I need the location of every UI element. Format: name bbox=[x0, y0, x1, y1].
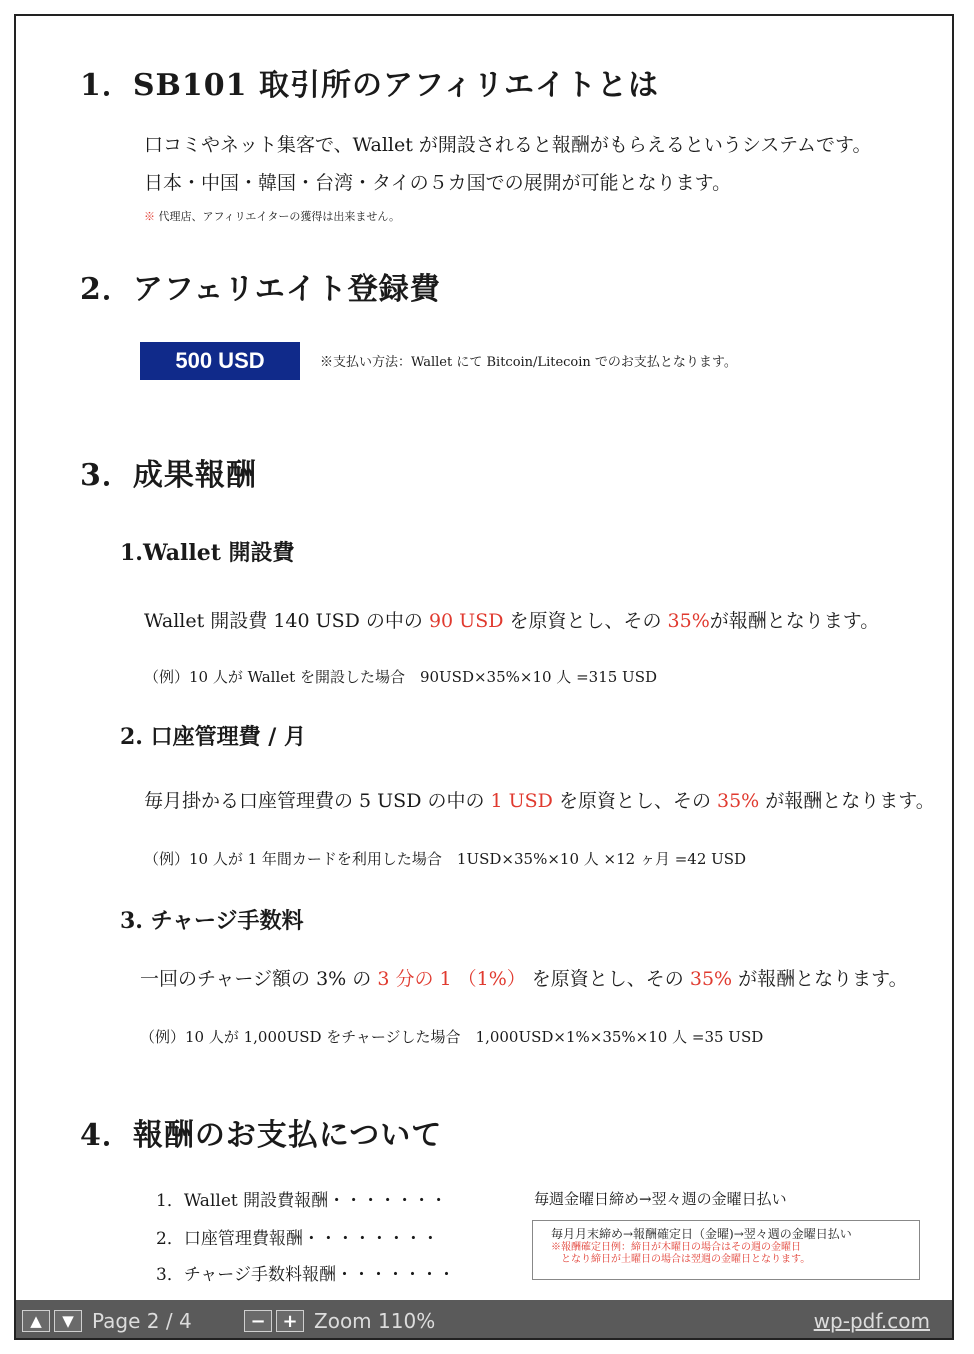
sub-3-description bbox=[140, 964, 908, 991]
text: 毎月掛かる口座管理費の 5 USD の中の bbox=[144, 790, 491, 812]
text: を原資とし、その bbox=[552, 790, 717, 812]
section-1-title: 1．SB101 取引所のアフィリエイトとは bbox=[80, 68, 659, 103]
highlight: 3 分の 1 （1%） bbox=[377, 968, 526, 990]
site-link[interactable]: wp-pdf.com bbox=[813, 1309, 930, 1333]
section-1-line-2: 日本・中国・韓国・台湾・タイの５カ国での展開が可能となります。 bbox=[144, 172, 732, 194]
section-1-note bbox=[144, 208, 400, 224]
zoom-in-button[interactable] bbox=[276, 1310, 304, 1332]
document-page bbox=[14, 14, 954, 1340]
highlight: 1 USD bbox=[490, 790, 553, 812]
section-1-line-1: 口コミやネット集客で、Wallet が開設されると報酬がもらえるというシステムです。 bbox=[144, 134, 872, 156]
note-text: 代理店、アフィリエイターの獲得は出来ません。 bbox=[155, 210, 401, 223]
plus-icon: + bbox=[282, 1310, 298, 1332]
sub-2-description bbox=[144, 786, 935, 813]
payment-item-3: 3．チャージ手数料報酬・・・・・・・ bbox=[156, 1265, 455, 1285]
highlight: 35% bbox=[689, 968, 733, 990]
zoom-indicator: Zoom 110% bbox=[314, 1309, 436, 1333]
price-badge: 500 USD bbox=[140, 342, 300, 380]
arrow-up-icon: ▲ bbox=[30, 1312, 42, 1330]
sub-1-description bbox=[144, 606, 879, 633]
section-3-title: 3．成果報酬 bbox=[80, 458, 257, 493]
sub-1-example: （例）10 人が Wallet を開設した場合 90USD×35%×10 人 =315 USD bbox=[144, 668, 657, 686]
sub-3-example: （例）10 人が 1,000USD をチャージした場合 1,000USD×1%×35%×10 人 =35 USD bbox=[140, 1028, 764, 1046]
previous-page-button[interactable] bbox=[22, 1310, 50, 1332]
text: を原資とし、その bbox=[525, 968, 690, 990]
payment-item-1: 1．Wallet 開設費報酬・・・・・・・ bbox=[156, 1191, 448, 1211]
note-mark: ※ bbox=[144, 210, 155, 223]
sub-2-example: （例）10 人が 1 年間カードを利用した場合 1USD×35%×10 人 ×12 ヶ月 =42 USD bbox=[144, 850, 747, 868]
weekly-payment-schedule: 毎週金曜日締め→翌々週の金曜日払い bbox=[534, 1190, 787, 1208]
text: 一回のチャージ額の 3% の bbox=[140, 968, 378, 990]
section-2-title: 2．アフェリエイト登録費 bbox=[80, 272, 441, 307]
arrow-down-icon: ▼ bbox=[62, 1312, 74, 1330]
payment-item-2: 2．口座管理費報酬・・・・・・・・ bbox=[156, 1229, 439, 1249]
pdf-viewer-toolbar bbox=[16, 1300, 952, 1340]
text: Wallet 開設費 140 USD の中の bbox=[144, 610, 429, 632]
highlight: 35% bbox=[717, 790, 760, 812]
monthly-payment-schedule: 毎月月末締め→報酬確定日（金曜)→翌々週の金曜日払い bbox=[551, 1227, 852, 1241]
text: が報酬となります。 bbox=[709, 610, 880, 632]
sub-1-title: 1.Wallet 開設費 bbox=[120, 540, 295, 566]
payment-note: ※支払い方法：Wallet にて Bitcoin/Litecoin でのお支払となります。 bbox=[320, 355, 737, 370]
minus-icon: − bbox=[250, 1310, 266, 1332]
text: を原資とし、その bbox=[503, 610, 668, 632]
zoom-out-button[interactable] bbox=[244, 1310, 272, 1332]
monthly-note-line-1: ※報酬確定日例：締日が木曜日の場合はその週の金曜日 bbox=[551, 1242, 801, 1253]
text: が報酬となります。 bbox=[759, 790, 935, 812]
sub-3-title: 3. チャージ手数料 bbox=[120, 908, 304, 934]
page-indicator: Page 2 / 4 bbox=[92, 1309, 192, 1333]
next-page-button[interactable] bbox=[54, 1310, 82, 1332]
highlight: 35% bbox=[667, 610, 710, 632]
monthly-payment-box bbox=[532, 1220, 920, 1280]
section-4-title: 4．報酬のお支払について bbox=[80, 1118, 443, 1153]
highlight: 90 USD bbox=[428, 610, 504, 632]
text: が報酬となります。 bbox=[732, 968, 908, 990]
sub-2-title: 2. 口座管理費 / 月 bbox=[120, 724, 306, 750]
monthly-note-line-2: となり締日が土曜日の場合は翌週の金曜日となります。 bbox=[551, 1254, 811, 1265]
